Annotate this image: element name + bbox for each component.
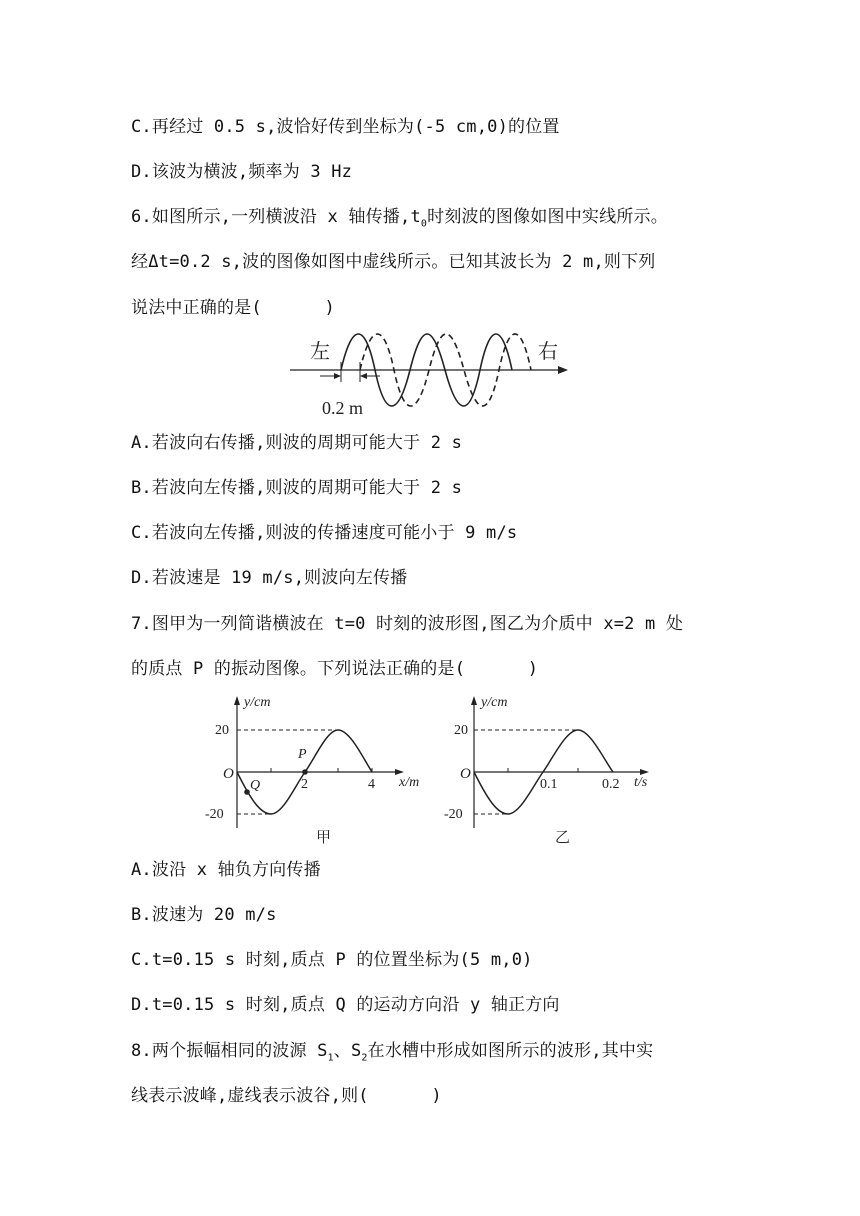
yi-y-bottom: -20 [444, 807, 463, 822]
yi-ylabel: y/cm [481, 695, 508, 710]
option-6d: D.若波速是 19 m/s,则波向左传播 [131, 568, 408, 588]
question-7-line-2: 的质点 P 的振动图像。下列说法正确的是( ) [131, 659, 539, 679]
q6-subscript: 0 [420, 218, 428, 230]
q8-subscript-1: 1 [327, 1052, 334, 1064]
jia-origin: O [223, 766, 234, 782]
question-6-line-1 [131, 206, 668, 235]
q8-text-c: 在水槽中形成如图所示的波形,其中实 [367, 1041, 654, 1061]
jia-y-bottom: -20 [205, 807, 224, 822]
jia-y-arrow [234, 696, 240, 705]
question-8-line-2: 线表示波峰,虚线表示波谷,则( ) [131, 1086, 442, 1106]
yi-origin: O [460, 766, 471, 782]
jia-point-q [244, 789, 250, 795]
fig6-right-label: 右 [538, 339, 558, 363]
q8-text-b: 、S [333, 1041, 362, 1061]
fig6-axis-arrow [558, 366, 568, 374]
yi-xlabel: t/s [634, 775, 648, 790]
jia-caption: 甲 [316, 828, 332, 846]
yi-y-top: 20 [454, 723, 468, 738]
fig6-gap-arrowhead-right [360, 373, 367, 379]
question-7-line-1: 7.图甲为一列简谐横波在 t=0 时刻的波形图,图乙为介质中 x=2 m 处 [131, 614, 684, 634]
yi-y-arrow [471, 696, 477, 705]
jia-point-p-label: P [298, 747, 307, 762]
q6-text-b: 时刻波的图像如图中实线所示。 [427, 207, 668, 227]
wave-graph-jia [195, 688, 430, 848]
option-7b: B.波速为 20 m/s [131, 905, 277, 925]
q8-text-a: 8.两个振幅相同的波源 S [131, 1041, 328, 1061]
option-7a: A.波沿 x 轴负方向传播 [131, 860, 321, 880]
fig6-gap-arrowhead-left [334, 373, 341, 379]
yi-x-tick-1: 0.1 [540, 777, 558, 792]
yi-x-tick-2: 0.2 [602, 777, 620, 792]
fig6-gap-label: 0.2 m [322, 398, 364, 418]
option-7c: C.t=0.15 s 时刻,质点 P 的位置坐标为(5 m,0) [131, 950, 533, 970]
jia-x-tick-4: 4 [368, 777, 375, 792]
line-5d: D.该波为横波,频率为 3 Hz [131, 162, 353, 182]
question-8-line-1 [131, 1040, 653, 1069]
line-5c: C.再经过 0.5 s,波恰好传到坐标为(-5 cm,0)的位置 [131, 117, 560, 137]
jia-xlabel: x/m [399, 775, 420, 790]
jia-point-p [302, 769, 308, 775]
wave-figure-q6 [280, 326, 580, 418]
q6-text-a: 6.如图所示,一列横波沿 x 轴传播,t [131, 207, 421, 227]
jia-y-top: 20 [215, 723, 229, 738]
jia-point-q-label: Q [250, 778, 261, 793]
jia-ylabel: y/cm [244, 695, 271, 710]
option-6b: B.若波向左传播,则波的周期可能大于 2 s [131, 478, 463, 498]
fig6-left-label: 左 [310, 339, 330, 363]
option-6a: A.若波向右传播,则波的周期可能大于 2 s [131, 433, 463, 453]
option-7d: D.t=0.15 s 时刻,质点 Q 的运动方向沿 y 轴正方向 [131, 995, 560, 1015]
question-6-line-3: 说法中正确的是( ) [131, 298, 335, 318]
q8-subscript-2: 2 [361, 1052, 368, 1064]
question-6-line-2: 经Δt=0.2 s,波的图像如图中虚线所示。已知其波长为 2 m,则下列 [131, 252, 656, 272]
vibration-graph-yi [440, 688, 660, 848]
option-6c: C.若波向左传播,则波的传播速度可能小于 9 m/s [131, 523, 518, 543]
jia-x-tick-2: 2 [301, 777, 308, 792]
yi-caption: 乙 [555, 828, 571, 846]
